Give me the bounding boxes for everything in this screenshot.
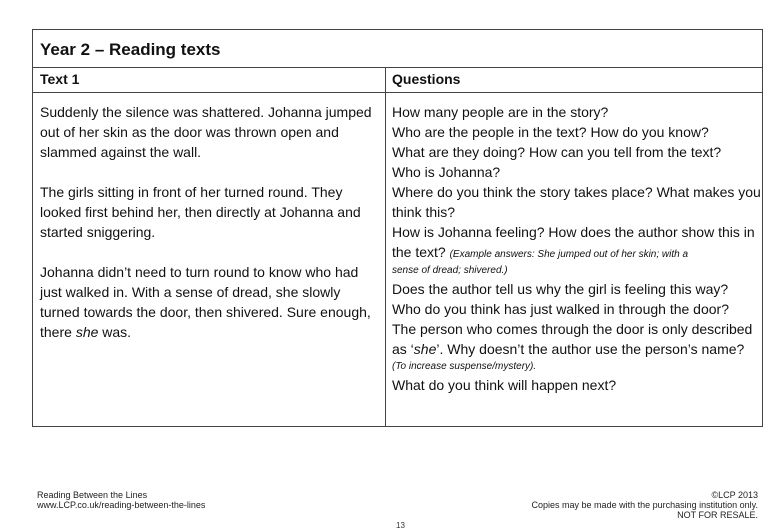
example-answers-note-cont: sense of dread; shivered.) (392, 265, 508, 276)
text-column-heading: Text 1 (40, 71, 80, 87)
question-line: Where do you think the story takes place? What makes you (392, 184, 761, 200)
questions-column-heading: Questions (392, 71, 461, 87)
story-line: just walked in. With a sense of dread, she slowly (40, 284, 341, 300)
story-line: out of her skin as the door was thrown open and (40, 124, 339, 140)
header-divider (33, 92, 762, 93)
example-answers-note: (Example answers: She jumped out of her skin; with a (449, 249, 689, 260)
footer-copyright (532, 490, 758, 520)
footer-book-title: Reading Between the Lines (37, 490, 148, 500)
story-line: started sniggering. (40, 224, 156, 240)
worksheet-table (32, 29, 763, 427)
story-line: looked first behind her, then directly at Johanna and (40, 204, 361, 220)
story-paragraph-3 (40, 262, 380, 342)
question-line: How many people are in the story? (392, 104, 609, 120)
story-line: The girls sitting in front of her turned round. They (40, 184, 343, 200)
question-line: Who do you think has just walked in through the door? (392, 301, 729, 317)
story-line: turned towards the door, then shivered. Sure enough, (40, 304, 371, 320)
question-emphasis: she (413, 341, 437, 357)
question-line (392, 339, 762, 359)
story-text (40, 102, 380, 362)
not-for-resale-text: NOT FOR RESALE. (677, 510, 758, 520)
question-line: think this? (392, 204, 456, 220)
question-text: ’. Why doesn’t the author use the person’s name? (436, 341, 745, 357)
question-line: Does the author tell us why the girl is feeling this way? (392, 281, 729, 297)
question-line: What are they doing? How can you tell from the text? (392, 144, 722, 160)
story-line: Suddenly the silence was shattered. Johanna jumped (40, 104, 372, 120)
question-text: as ‘ (392, 341, 414, 357)
suspense-note: (To increase suspense/mystery). (392, 361, 537, 372)
question-line: How is Johanna feeling? How does the author show this in (392, 224, 755, 240)
question-line: What do you think will happen next? (392, 377, 617, 393)
story-line: slammed against the wall. (40, 144, 202, 160)
footer-url: www.LCP.co.uk/reading-between-the-lines (37, 500, 206, 510)
copy-permission-text: Copies may be made with the purchasing institution only. (531, 500, 758, 510)
story-line: there (40, 324, 76, 340)
question-line: Who is Johanna? (392, 164, 501, 180)
copyright-text: ©LCP 2013 (711, 490, 758, 500)
footer-source (37, 490, 205, 510)
question-line: The person who comes through the door is only described (392, 321, 753, 337)
story-emphasis: she (75, 324, 99, 340)
story-line: was. (98, 324, 132, 340)
story-line: Johanna didn’t need to turn round to know who had (40, 264, 359, 280)
questions-list (392, 102, 762, 395)
page-title: Year 2 – Reading texts (40, 40, 221, 59)
question-line: Who are the people in the text? How do you know? (392, 124, 709, 140)
question-text: the text? (392, 244, 446, 260)
column-divider (385, 68, 386, 426)
question-line (392, 242, 762, 263)
title-row (33, 30, 762, 68)
page-number: 13 (396, 521, 405, 530)
story-paragraph-1 (40, 102, 380, 162)
story-paragraph-2 (40, 182, 380, 242)
